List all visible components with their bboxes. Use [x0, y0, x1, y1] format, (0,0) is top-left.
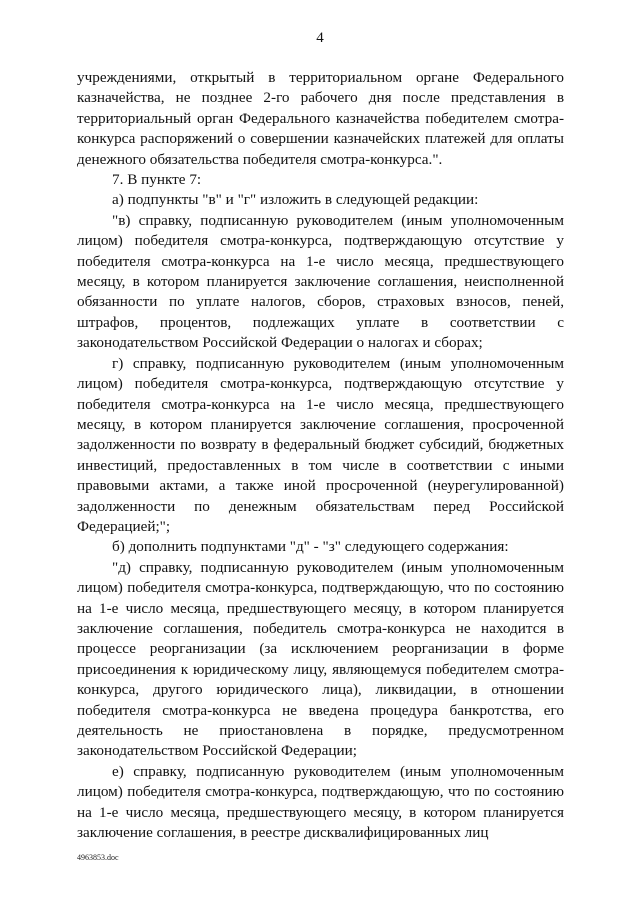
document-file-code: 4963853.doc: [77, 853, 119, 862]
document-body: [77, 68, 564, 843]
paragraph-item-7: 7. В пункте 7:: [112, 171, 202, 189]
paragraph-subitem-b: б) дополнить подпунктами "д" - "з" следующего содержания:: [112, 538, 509, 556]
paragraph-continuation: учреждениями, открытый в территориальном органе Федерального казначейства, не позднее 2-го рабочего дня после представления в территориальный орган Федерального казначейства победителем смотра-конкурса распоряжений о совершении казначейских платежей для оплаты денежного обязательства победителя смотра-конкурса.".: [77, 69, 564, 168]
paragraph-subitem-e: е) справку, подписанную руководителем (иным уполномоченным лицом) победителя смотра-конкурса, подтверждающую, что по состоянию на 1-е число месяца, предшествующего месяцу, в котором планируется заключение соглашения, в реестре дисквалифицированных лиц: [77, 762, 564, 842]
paragraph-subitem-g: г) справку, подписанную руководителем (иным уполномоченным лицом) победителя смотра-конкурса, подтверждающую отсутствие у победителя смотра-конкурса на 1-е число месяца, предшествующего месяцу, в котором планируется заключение соглашения, просроченной задолженности по возврату в федеральный бюджет субсидий, бюджетных инвестиций, предоставленных в том числе в соответствии с иными правовыми актами, а также иной просроченной (неурегулированной) задолженности по денежным обязательствам перед Российской Федерацией;";: [77, 354, 564, 535]
page-number: 4: [316, 30, 324, 46]
paragraph-subitem-a: а) подпункты "в" и "г" изложить в следующей редакции:: [112, 191, 479, 209]
paragraph-subitem-v: "в) справку, подписанную руководителем (иным уполномоченным лицом) победителя смотра-конкурса, подтверждающую отсутствие у победителя смотра-конкурса на 1-е число месяца, предшествующего месяцу, в котором планируется заключение соглашения, неисполненной обязанности по уплате налогов, сборов, страховых взносов, пеней, штрафов, процентов, подлежащих уплате в соответствии с законодательством Российской Федерации о налогах и сборах;: [77, 211, 564, 352]
paragraph-subitem-d: "д) справку, подписанную руководителем (иным уполномоченным лицом) победителя смотра-конкурса, подтверждающую, что по состоянию на 1-е число месяца, предшествующего месяцу, в котором планируется заключение соглашения, победитель смотра-конкурса не находится в процессе реорганизации (за исключением реорганизации в форме присоединения к юридическому лицу, являющемуся победителем смотра-конкурса, другого юридического лица), ликвидации, в отношении победителя смотра-конкурса не введена процедура банкротства, его деятельность не приостановлена в порядке, предусмотренном законодательством Российской Федерации;: [77, 558, 564, 760]
